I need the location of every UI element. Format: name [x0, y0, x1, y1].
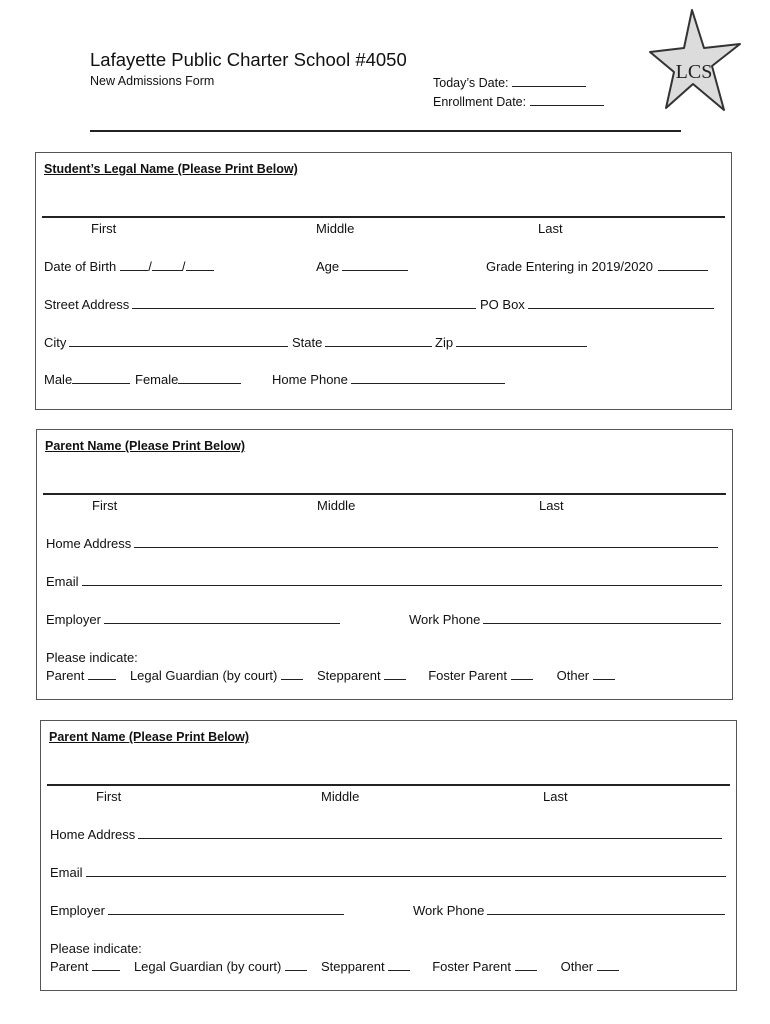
parent-2-work-phone-label: Work Phone — [413, 903, 485, 918]
state-field[interactable] — [292, 335, 432, 350]
dob-label: Date of Birth — [44, 259, 117, 274]
parent-1-relationship-options — [46, 668, 615, 683]
parent-1-work-phone-line — [483, 612, 721, 624]
parent-section-1 — [36, 429, 733, 700]
todays-date-label: Today’s Date: — [433, 76, 509, 90]
parent-1-employer-field[interactable] — [46, 612, 340, 627]
header-divider — [90, 130, 681, 132]
street-address-line — [132, 297, 476, 309]
option-legal-guardian[interactable]: Legal Guardian (by court) — [134, 959, 307, 974]
street-address-label: Street Address — [44, 297, 130, 312]
dob-sep-1: / — [148, 259, 152, 274]
street-address-field[interactable] — [44, 297, 476, 312]
male-label: Male — [44, 372, 73, 387]
logo-text: LCS — [675, 61, 713, 83]
enrollment-date-field[interactable] — [433, 94, 604, 109]
parent-2-middle-label: Middle — [321, 789, 360, 804]
parent-1-please-indicate: Please indicate: — [46, 650, 138, 665]
student-section — [35, 152, 732, 410]
parent-2-employer-field[interactable] — [50, 903, 344, 918]
zip-label: Zip — [435, 335, 454, 350]
dob-month-line — [120, 259, 148, 271]
age-label: Age — [316, 259, 340, 274]
parent-2-home-address-line — [138, 827, 722, 839]
option-legal-guardian[interactable]: Legal Guardian (by court) — [130, 668, 303, 683]
parent-2-employer-label: Employer — [50, 903, 105, 918]
city-label: City — [44, 335, 67, 350]
parent-1-email-line — [82, 574, 722, 586]
parent-2-name-line[interactable] — [47, 784, 730, 786]
student-first-label: First — [91, 221, 117, 236]
parent-1-work-phone-label: Work Phone — [409, 612, 481, 627]
female-label: Female — [135, 372, 179, 387]
option-other[interactable]: Other — [561, 959, 619, 974]
po-box-field[interactable] — [480, 297, 714, 312]
option-parent[interactable]: Parent — [50, 959, 120, 974]
parent-1-home-address-line — [134, 536, 718, 548]
parent-2-home-address-label: Home Address — [50, 827, 136, 842]
parent-1-home-address-field[interactable] — [46, 536, 718, 551]
home-phone-line — [351, 372, 505, 384]
option-foster-parent[interactable]: Foster Parent — [432, 959, 536, 974]
school-name: Lafayette Public Charter School #4050 — [90, 49, 407, 70]
todays-date-line — [512, 75, 586, 87]
grade-field[interactable] — [486, 259, 708, 274]
star-shape — [650, 10, 740, 110]
parent-2-email-line — [86, 865, 726, 877]
dob-day-line — [152, 259, 182, 271]
zip-field[interactable] — [435, 335, 587, 350]
parent-section-2 — [40, 720, 737, 991]
student-last-label: Last — [538, 221, 563, 236]
state-label: State — [292, 335, 323, 350]
parent-2-please-indicate: Please indicate: — [50, 941, 142, 956]
dob-year-line — [186, 259, 214, 271]
city-line — [69, 335, 288, 347]
enrollment-date-label: Enrollment Date: — [433, 95, 527, 109]
dob-sep-2: / — [181, 259, 186, 274]
student-middle-label: Middle — [316, 221, 355, 236]
parent-2-last-label: Last — [543, 789, 568, 804]
parent-1-employer-line — [104, 612, 340, 624]
option-parent[interactable]: Parent — [46, 668, 116, 683]
age-line — [342, 259, 408, 271]
parent-1-email-label: Email — [46, 574, 79, 589]
form-name: New Admissions Form — [90, 74, 215, 88]
parent-1-heading: Parent Name (Please Print Below) — [45, 439, 246, 453]
parent-2-heading: Parent Name (Please Print Below) — [49, 730, 250, 744]
option-stepparent[interactable]: Stepparent — [317, 668, 406, 683]
parent-1-last-label: Last — [539, 498, 564, 513]
parent-1-home-address-label: Home Address — [46, 536, 132, 551]
male-field[interactable] — [44, 372, 130, 387]
todays-date-field[interactable] — [433, 75, 586, 90]
dob-field[interactable] — [44, 259, 214, 274]
parent-2-email-field[interactable] — [50, 865, 726, 880]
parent-1-middle-label: Middle — [317, 498, 356, 513]
male-line — [72, 372, 130, 384]
grade-label: Grade Entering in 2019/2020 — [486, 259, 653, 274]
parent-2-work-phone-line — [487, 903, 725, 915]
option-stepparent[interactable]: Stepparent — [321, 959, 410, 974]
parent-2-email-label: Email — [50, 865, 83, 880]
student-heading: Student’s Legal Name (Please Print Below) — [44, 162, 298, 176]
lcs-star-logo — [646, 6, 746, 121]
zip-line — [456, 335, 587, 347]
home-phone-label: Home Phone — [272, 372, 348, 387]
enrollment-date-line — [530, 94, 604, 106]
parent-2-relationship-options — [50, 959, 619, 974]
parent-1-first-label: First — [92, 498, 118, 513]
po-box-line — [528, 297, 714, 309]
home-phone-field[interactable] — [272, 372, 505, 387]
option-other[interactable]: Other — [557, 668, 615, 683]
grade-line — [658, 259, 708, 271]
parent-2-work-phone-field[interactable] — [413, 903, 725, 918]
city-field[interactable] — [44, 335, 288, 350]
state-line — [325, 335, 432, 347]
female-field[interactable] — [135, 372, 241, 387]
age-field[interactable] — [316, 259, 408, 274]
parent-1-name-line[interactable] — [43, 493, 726, 495]
female-line — [178, 372, 241, 384]
parent-1-email-field[interactable] — [46, 574, 722, 589]
option-foster-parent[interactable]: Foster Parent — [428, 668, 532, 683]
parent-2-home-address-field[interactable] — [50, 827, 722, 842]
parent-2-first-label: First — [96, 789, 122, 804]
po-box-label: PO Box — [480, 297, 525, 312]
parent-2-employer-line — [108, 903, 344, 915]
student-name-line[interactable] — [42, 216, 725, 218]
parent-1-employer-label: Employer — [46, 612, 101, 627]
parent-1-work-phone-field[interactable] — [409, 612, 721, 627]
